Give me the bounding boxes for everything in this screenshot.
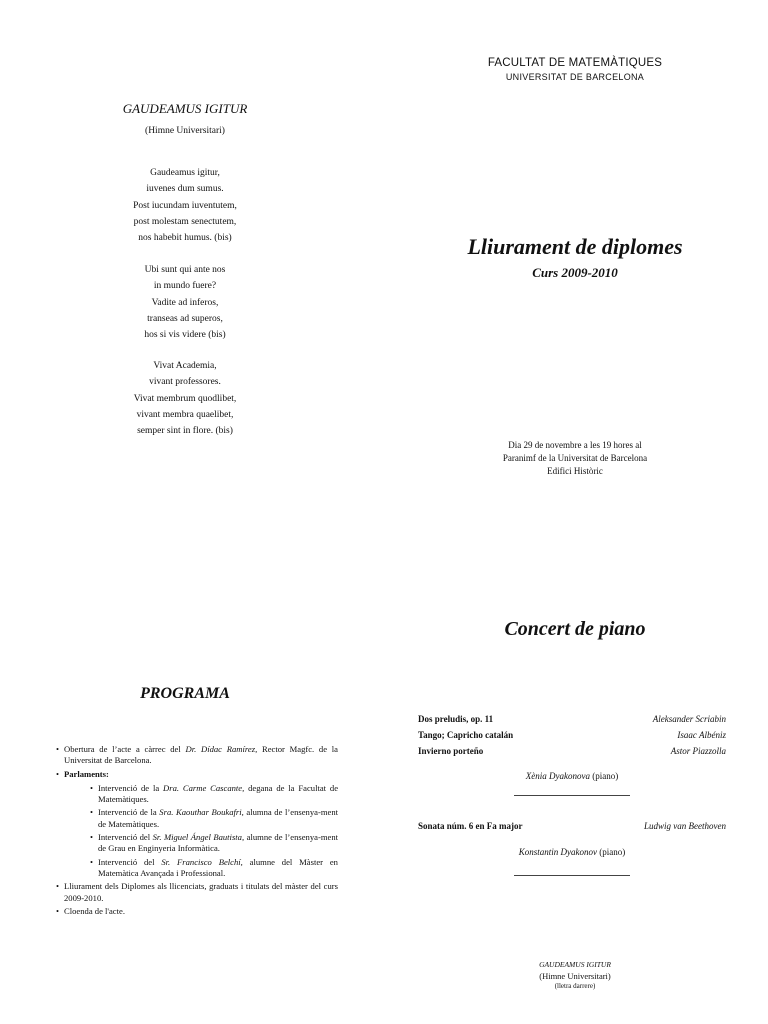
- program-item: [56, 769, 338, 880]
- hymn-line: Vivat Academia,: [153, 361, 217, 371]
- program-subitem: [64, 857, 338, 880]
- concert-title: Concert de piano: [504, 618, 646, 640]
- event-info-line: Paranimf de la Universitat de Barcelona: [502, 453, 648, 463]
- program-subitem: [64, 783, 338, 806]
- speaker-name: Sr. Francisco Belchí,: [161, 856, 243, 867]
- program-item-text: Intervenció de la: [98, 807, 160, 818]
- program-item: [56, 881, 338, 904]
- performer: [418, 847, 726, 857]
- program-list: [56, 744, 338, 919]
- speaker-name: Sr. Miguel Ángel Bautista,: [152, 832, 245, 843]
- hymn-stanza-2: [60, 262, 310, 343]
- hymn-line: Vivat membrum quodlibet,: [133, 393, 237, 404]
- piece-composer: Ludwig van Beethoven: [644, 821, 726, 831]
- performer-name: Konstantin Dyakonov: [518, 847, 597, 857]
- hymn-stanza-1: [60, 165, 310, 246]
- performer: [418, 771, 726, 781]
- course-year: Curs 2009-2010: [532, 265, 618, 280]
- program-item-text: Intervenció de la: [98, 782, 164, 793]
- divider-line: [514, 875, 630, 876]
- hymn-subtitle: (Himne Universitari): [145, 126, 225, 136]
- program-item-text: degana de la Facultat de Matemàtiques.: [98, 782, 339, 805]
- concert-piece: [418, 730, 726, 740]
- program-item-text: alumna de l’ensenya-ment de Matemàtiques.: [98, 807, 338, 829]
- hymn-line: in mundo fuere?: [153, 281, 217, 292]
- program-item-text: Intervenció del: [98, 832, 153, 843]
- program-item-text: Cloenda de l'acte.: [64, 905, 125, 916]
- hymn-line: Post iucundam iuventutem,: [133, 200, 237, 211]
- speaker-name: Sra. Kaouthar Boukafri,: [159, 807, 244, 818]
- event-info-line: Dia 29 de novembre a les 19 hores al: [508, 440, 642, 450]
- hymn-stanza-3: [60, 358, 310, 439]
- program-item-text: , Rector Magfc. de la Universitat de Barcelona.: [64, 744, 338, 766]
- event-title: Lliurament de diplomes: [467, 234, 683, 259]
- program-item-text: Intervenció del: [98, 856, 162, 867]
- closing-hymn-note: (lletra darrere): [554, 982, 596, 990]
- hymn-line: Gaudeamus igitur,: [150, 168, 220, 178]
- piece-composer: Aleksander Scriabin: [652, 714, 726, 724]
- speaker-name: Dra. Carme Cascante,: [163, 782, 245, 793]
- closing-hymn-title: GAUDEAMUS IGITUR: [539, 960, 611, 969]
- program-item-text: Obertura de l’acte a càrrec del: [64, 744, 186, 754]
- divider-line: [514, 795, 630, 796]
- event-info: [420, 439, 730, 478]
- program-subitem: [64, 832, 338, 855]
- program-item-text: alumne del Màster en Matemàtica Avançada i Professional.: [98, 856, 338, 878]
- hymn-line: nos habebit humus. (bis): [138, 233, 232, 244]
- hymn-line: vivant membra quaelibet,: [136, 409, 234, 420]
- program-item: [56, 906, 338, 917]
- piece-composer: Isaac Albéniz: [677, 730, 726, 740]
- speaker-name: Dr. Dídac Ramírez: [185, 744, 256, 754]
- program-item-text: alumne de l’ensenya-ment de Grau en Enginyeria Informàtica.: [98, 832, 339, 854]
- program-item-text: Lliurament dels Diplomes als llicenciats, graduats i titulats del màster del curs 2009-2010.: [64, 881, 338, 903]
- concert-piece: [418, 746, 726, 756]
- hymn-line: hos si vis videre (bis): [144, 330, 226, 341]
- hymn-line: Ubi sunt qui ante nos: [144, 265, 226, 275]
- piece-name: Dos preludis, op. 11: [418, 714, 494, 724]
- event-info-line: Edifici Històric: [547, 466, 603, 476]
- closing-hymn-subtitle: (Himne Universitari): [539, 971, 611, 981]
- program-item-text: Parlaments:: [64, 768, 109, 779]
- hymn-line: semper sint in flore. (bis): [137, 426, 233, 437]
- hymn-line: vivant professores.: [149, 377, 221, 388]
- program-item: [56, 744, 338, 767]
- university-name: UNIVERSITAT DE BARCELONA: [505, 72, 645, 82]
- concert-piece: [418, 714, 726, 724]
- concert-piece: [418, 821, 726, 831]
- program-title: PROGRAMA: [140, 685, 230, 702]
- piece-name: Tango; Capricho catalán: [418, 730, 514, 740]
- piece-composer: Astor Piazzolla: [670, 746, 726, 756]
- hymn-line: iuvenes dum sumus.: [146, 184, 224, 195]
- performer-role: (piano): [589, 771, 619, 781]
- faculty-name: FACULTAT DE MATEMÀTIQUES: [487, 57, 663, 69]
- hymn-line: Vadite ad inferos,: [151, 297, 219, 308]
- performer-name: Xènia Dyakonova: [525, 771, 590, 781]
- performer-role: (piano): [597, 847, 626, 857]
- piece-name: Sonata núm. 6 en Fa major: [418, 821, 523, 831]
- program-subitem: [64, 807, 338, 830]
- hymn-line: post molestam senectutem,: [133, 216, 237, 227]
- hymn-title: GAUDEAMUS IGITUR: [122, 101, 248, 116]
- hymn-line: transeas ad superos,: [147, 313, 223, 324]
- piece-name: Invierno porteño: [418, 746, 484, 756]
